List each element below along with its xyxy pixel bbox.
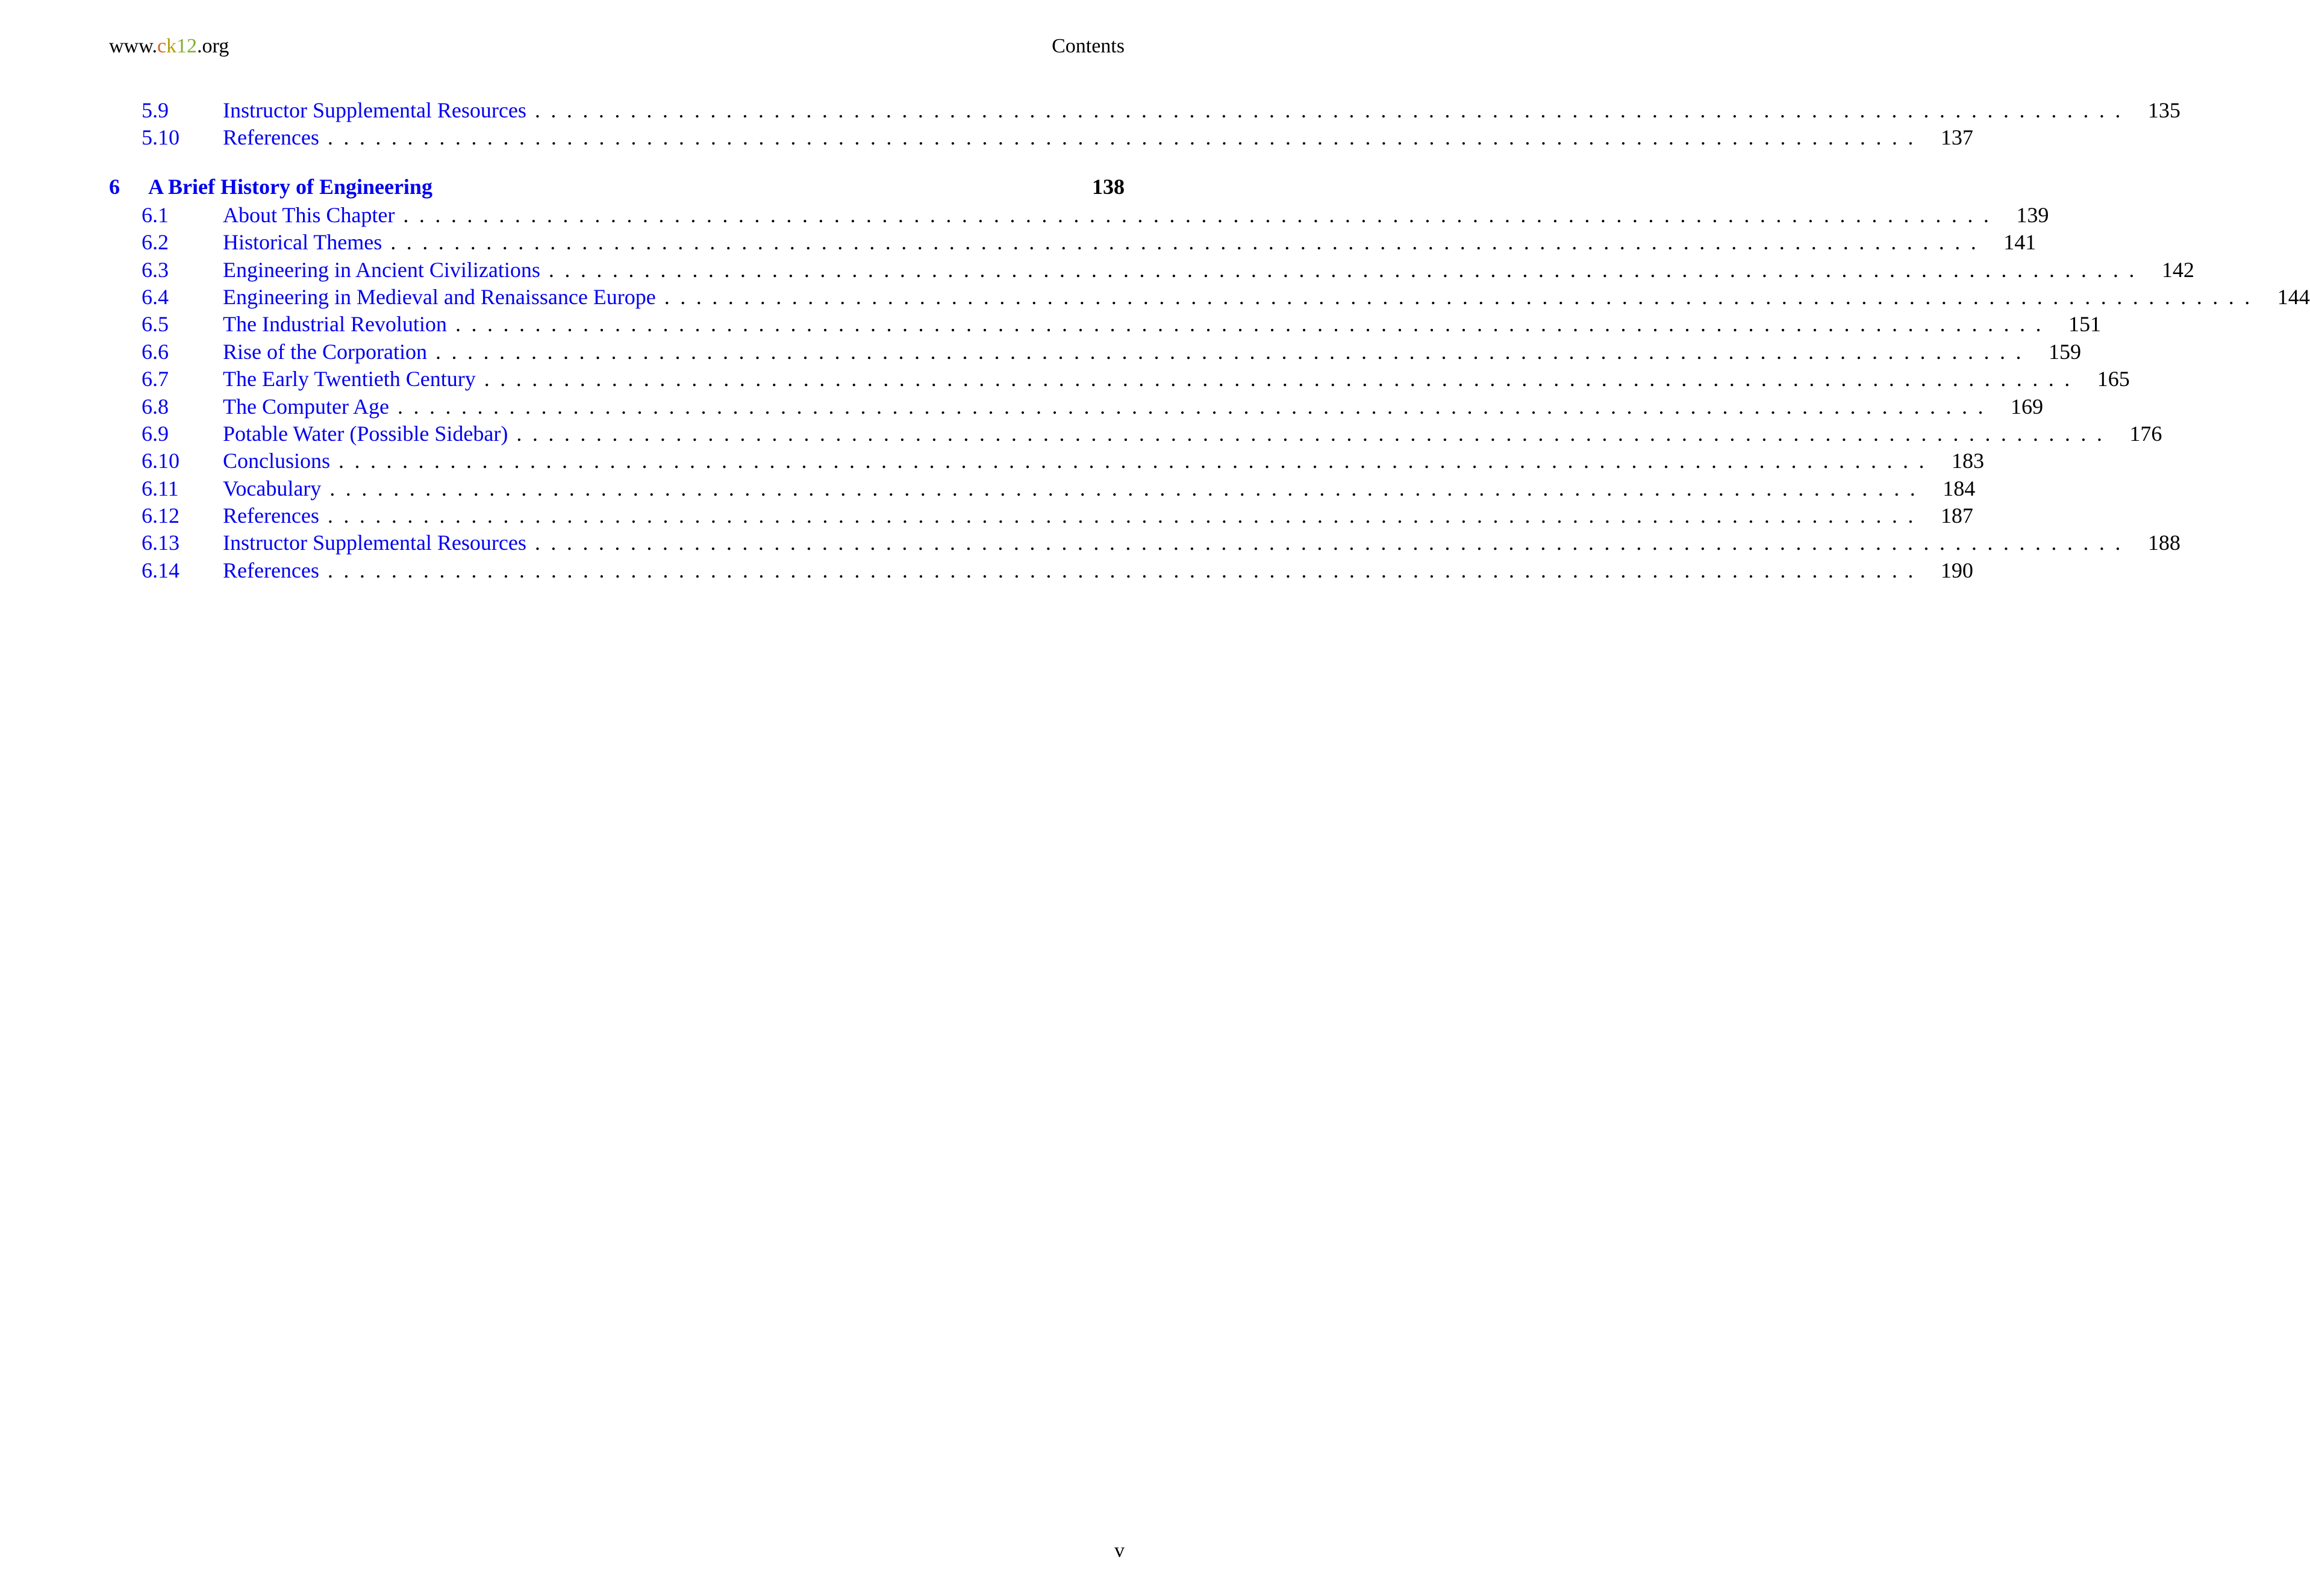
toc-chapter[interactable] [109, 174, 1125, 202]
dot-leader: .................................................................................................... [435, 339, 2032, 364]
toc-entry-number[interactable]: 6.6 [142, 339, 169, 364]
dot-leader: .................................................................................................... [339, 449, 1935, 473]
toc-entry-title[interactable]: References [223, 558, 328, 583]
toc-entry-title[interactable]: Vocabulary [223, 476, 329, 501]
toc-chapter-title[interactable]: A Brief History of Engineering [148, 174, 441, 199]
dot-leader: .................................................................................................... [327, 558, 1924, 582]
toc-entry[interactable] [109, 558, 1973, 585]
toc-entry-number[interactable]: 6.14 [142, 558, 179, 582]
site-url-c: c [157, 35, 167, 57]
toc-entry-title[interactable]: Conclusions [223, 448, 339, 473]
dot-leader: .................................................................................................... [664, 284, 2261, 309]
site-url-k: k [166, 35, 177, 57]
toc-entry[interactable] [109, 503, 1973, 530]
toc-entry-page: 141 [2003, 230, 2037, 255]
dot-leader: .................................................................................................... [327, 503, 1924, 528]
toc-entry-page: 159 [2048, 339, 2081, 364]
toc-entry-title[interactable]: References [223, 503, 328, 528]
toc-entry-title[interactable]: The Early Twentieth Century [223, 366, 484, 391]
toc-entry-page: 184 [1943, 476, 1976, 500]
dot-leader: .................................................................................................... [397, 394, 1994, 419]
toc-entry-number[interactable]: 6.13 [142, 531, 179, 555]
toc-entry[interactable] [109, 125, 1973, 152]
toc-entry-page: 151 [2068, 312, 2101, 337]
toc-entry-number[interactable]: 6.10 [142, 449, 179, 473]
toc-entry-number[interactable]: 6.1 [142, 202, 169, 227]
toc-entry-page: 187 [1940, 503, 1973, 528]
toc-entry-number[interactable]: 5.9 [142, 98, 169, 122]
toc-entry-page: 142 [2161, 257, 2194, 282]
toc-entry[interactable] [109, 366, 2130, 393]
site-url-prefix: www. [109, 35, 157, 57]
toc-entry[interactable] [109, 448, 1985, 475]
dot-leader: .................................................................................................... [484, 367, 2081, 391]
toc-chapter-number[interactable]: 6 [109, 174, 120, 199]
toc-entry-page: 190 [1940, 558, 1973, 582]
toc-entry-title[interactable]: References [223, 125, 328, 150]
toc-entry-page: 135 [2147, 98, 2180, 122]
toc-entry-page: 144 [2277, 284, 2310, 309]
dot-leader: .................................................................................................... [548, 257, 2145, 282]
page-header [109, 35, 1125, 65]
toc-entry-title[interactable]: The Computer Age [223, 394, 398, 419]
toc-entry-number[interactable]: 6.3 [142, 257, 169, 282]
toc-entry-page: 188 [2147, 531, 2180, 555]
toc-entry-number[interactable]: 6.5 [142, 312, 169, 337]
toc-entry-page: 169 [2010, 394, 2043, 419]
site-url[interactable] [109, 35, 229, 58]
toc-entry[interactable] [109, 311, 2101, 338]
toc-entry-title[interactable]: Instructor Supplemental Resources [223, 530, 535, 555]
toc-entry-page: 137 [1940, 125, 1973, 150]
toc-entry-title[interactable]: About This Chapter [223, 202, 403, 228]
toc-entry-number[interactable]: 6.9 [142, 421, 169, 446]
toc-entry-title[interactable]: Historical Themes [223, 229, 390, 255]
toc-entry[interactable] [109, 202, 2049, 229]
dot-leader: .................................................................................................... [327, 125, 1924, 150]
toc-entry[interactable] [109, 284, 2310, 311]
table-of-contents [109, 98, 2310, 585]
dot-leader: .................................................................................................... [516, 421, 2113, 446]
dot-leader: .................................................................................................... [390, 230, 1987, 255]
toc-entry-title[interactable]: Potable Water (Possible Sidebar) [223, 421, 516, 446]
toc-entry-page: 176 [2129, 421, 2162, 446]
toc-entry[interactable] [109, 339, 2081, 366]
toc-entry-number[interactable]: 6.4 [142, 284, 169, 309]
dot-leader: .................................................................................................... [329, 476, 1926, 500]
toc-entry-number[interactable]: 6.12 [142, 503, 179, 528]
site-url-12: 12 [176, 35, 198, 57]
toc-chapter-page: 138 [1092, 174, 1125, 199]
toc-entry[interactable] [109, 476, 1976, 503]
toc-entry-title[interactable]: Instructor Supplemental Resources [223, 98, 535, 123]
dot-leader: .................................................................................................... [534, 531, 2131, 555]
dot-leader: .................................................................................................... [403, 202, 2000, 227]
toc-entry-title[interactable]: Engineering in Medieval and Renaissance Europe [223, 284, 664, 310]
running-header-title: Contents [1052, 35, 1125, 57]
toc-entry-title[interactable]: Engineering in Ancient Civilizations [223, 257, 549, 282]
toc-entry-title[interactable]: The Industrial Revolution [223, 311, 455, 337]
toc-entry-number[interactable]: 6.2 [142, 230, 169, 255]
toc-entry[interactable] [109, 257, 2194, 284]
dot-leader: .................................................................................................... [534, 98, 2131, 122]
toc-entry-number[interactable]: 5.10 [142, 125, 179, 150]
page-number: v [1114, 1539, 1125, 1562]
toc-entry-number[interactable]: 6.11 [142, 476, 179, 500]
toc-entry[interactable] [109, 421, 2162, 448]
toc-entry-page: 183 [1952, 449, 1985, 473]
toc-entry[interactable] [109, 394, 2043, 421]
toc-entry-number[interactable]: 6.7 [142, 367, 169, 391]
dot-leader: .................................................................................................... [455, 312, 2052, 337]
toc-entry[interactable] [109, 530, 2180, 557]
toc-entry[interactable] [109, 229, 2037, 257]
toc-entry-title[interactable]: Rise of the Corporation [223, 339, 435, 364]
toc-entry-page: 165 [2097, 367, 2130, 391]
toc-entry-page: 139 [2016, 202, 2049, 227]
site-url-suffix: .org [197, 35, 229, 57]
toc-entry-number[interactable]: 6.8 [142, 394, 169, 419]
toc-entry[interactable] [109, 98, 2180, 125]
